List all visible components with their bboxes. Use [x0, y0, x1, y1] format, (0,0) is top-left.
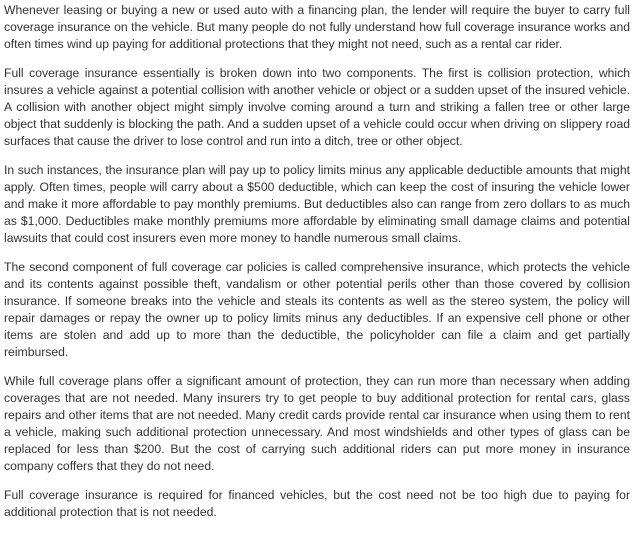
- paragraph-1: Whenever leasing or buying a new or used auto with a financing plan, the lender will require the buyer to carry full coverage insurance on the vehicle. But many people do not fully understand how full coverage insurance works and often times wind up paying for additional protections that they might not need, such as a rental car rider.: [4, 3, 630, 51]
- paragraph-2: Full coverage insurance essentially is broken down into two components. The first is collision protection, which insures a vehicle against a potential collision with another vehicle or object or a sudden upset of the insured vehicle. A collision with another object might simply involve coming around a turn and striking a fallen tree or other large object that suddenly is blocking the path. And a sudden upset of a vehicle could occur when driving on slippery road surfaces that cause the driver to lose control and run into a ditch, tree or other object.: [4, 66, 630, 148]
- paragraph-5: While full coverage plans offer a significant amount of protection, they can run more than necessary when adding coverages that are not needed. Many insurers try to get people to buy additional protection for rental cars, glass repairs and other items that are not needed. Many credit cards provide rental car insurance when using them to rent a vehicle, making such additional protection unnecessary. And most windshields and other types of glass can be replaced for less than $200. But the cost of carrying such additional riders can put more money in insurance company coffers that they do not need.: [4, 374, 630, 473]
- paragraph-4: The second component of full coverage car policies is called comprehensive insurance, which protects the vehicle and its contents against possible theft, vandalism or other potential perils other than those covered by collision insurance. If someone breaks into the vehicle and steals its contents as well as the stereo system, the policy will repair damages or repay the owner up to policy limits minus any deductibles. If an expensive cell phone or other items are stolen and add up to more than the deductible, the policyholder can file a claim and get partially reimbursed.: [4, 260, 630, 359]
- paragraph-3: In such instances, the insurance plan will pay up to policy limits minus any applicable deductible amounts that might apply. Often times, people will carry about a $500 deductible, which can keep the cost of insuring the vehicle lower and make it more affordable to pay monthly premiums. But deductibles also can range from zero dollars to as much as $1,000. Deductibles make monthly premiums more affordable by eliminating small damage claims and potential lawsuits that could cost insurers even more money to handle numerous small claims.: [4, 163, 630, 245]
- paragraph-6: Full coverage insurance is required for financed vehicles, but the cost need not be too high due to paying for additional protection that is not needed.: [4, 488, 630, 519]
